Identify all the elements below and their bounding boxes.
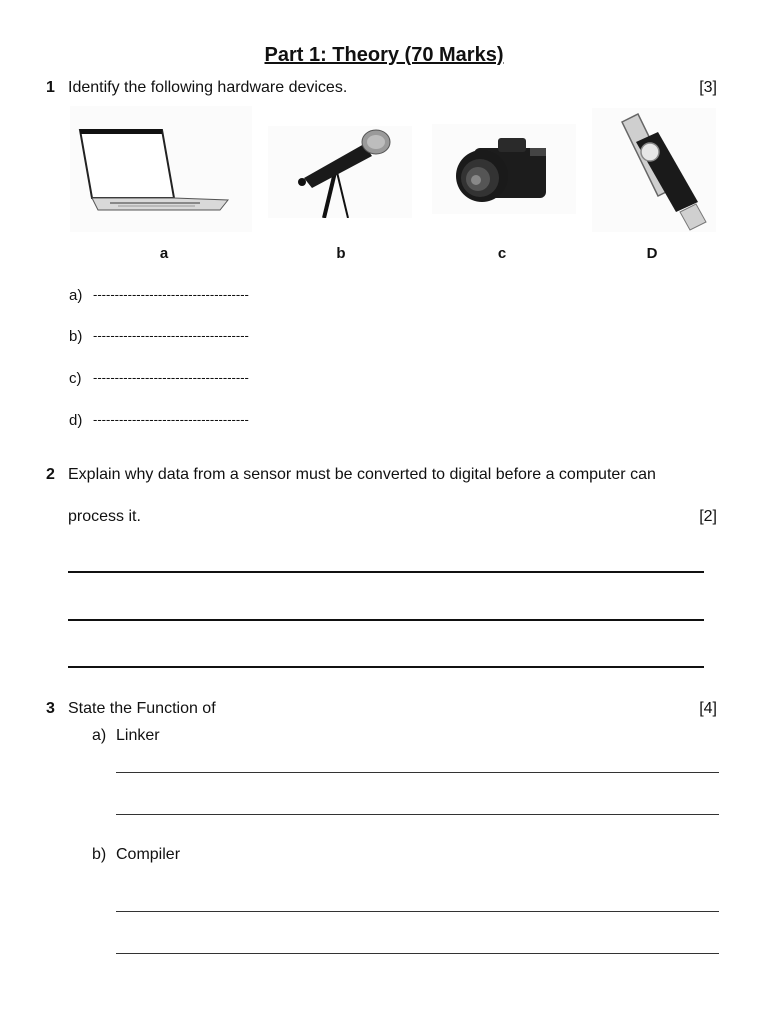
question-3-number: 3 <box>46 700 55 717</box>
image-caption-d: D <box>646 245 658 262</box>
answer-line[interactable] <box>116 772 719 773</box>
answer-blank-b[interactable]: ------------------------------------ <box>93 328 249 343</box>
question-2-text-line1: Explain why data from a sensor must be converted to digital before a computer can <box>68 466 656 483</box>
question-2-text-line2: process it. <box>68 508 141 525</box>
camera-image <box>432 124 576 214</box>
part-text-compiler: Compiler <box>116 846 181 863</box>
answer-blank-c[interactable]: ------------------------------------ <box>93 370 249 385</box>
answer-line[interactable] <box>116 953 719 954</box>
laptop-icon <box>70 106 252 232</box>
question-1-text: Identify the following hardware devices. <box>68 79 348 96</box>
option-label-d: d) <box>69 412 83 429</box>
camera-icon <box>432 124 576 214</box>
question-2-number: 2 <box>46 466 55 483</box>
image-caption-b: b <box>336 245 346 262</box>
part-text-linker: Linker <box>116 727 160 744</box>
microphone-icon <box>268 126 412 218</box>
option-label-a: a) <box>69 287 83 304</box>
option-label-b: b) <box>69 328 83 345</box>
part-label-b: b) <box>92 846 107 863</box>
option-label-c: c) <box>69 370 82 387</box>
answer-blank-a[interactable]: ------------------------------------ <box>93 287 249 302</box>
page-title: Part 1: Theory (70 Marks) <box>264 44 504 66</box>
answer-line[interactable] <box>116 814 719 815</box>
answer-line[interactable] <box>116 911 719 912</box>
laptop-image <box>70 106 252 232</box>
question-1-marks: [3] <box>699 79 717 96</box>
answer-line[interactable] <box>68 666 704 668</box>
answer-blank-d[interactable]: ------------------------------------ <box>93 412 249 427</box>
answer-line[interactable] <box>68 571 704 573</box>
usb-drive-image <box>592 108 716 232</box>
answer-line[interactable] <box>68 619 704 621</box>
microphone-image <box>268 126 412 218</box>
question-3-marks: [4] <box>699 700 717 717</box>
question-2-marks: [2] <box>699 508 717 525</box>
image-caption-a: a <box>159 245 169 262</box>
question-3-text: State the Function of <box>68 700 216 717</box>
question-1-number: 1 <box>46 79 55 96</box>
image-caption-c: c <box>497 245 507 262</box>
part-label-a: a) <box>92 727 107 744</box>
usb-drive-icon <box>592 108 716 232</box>
